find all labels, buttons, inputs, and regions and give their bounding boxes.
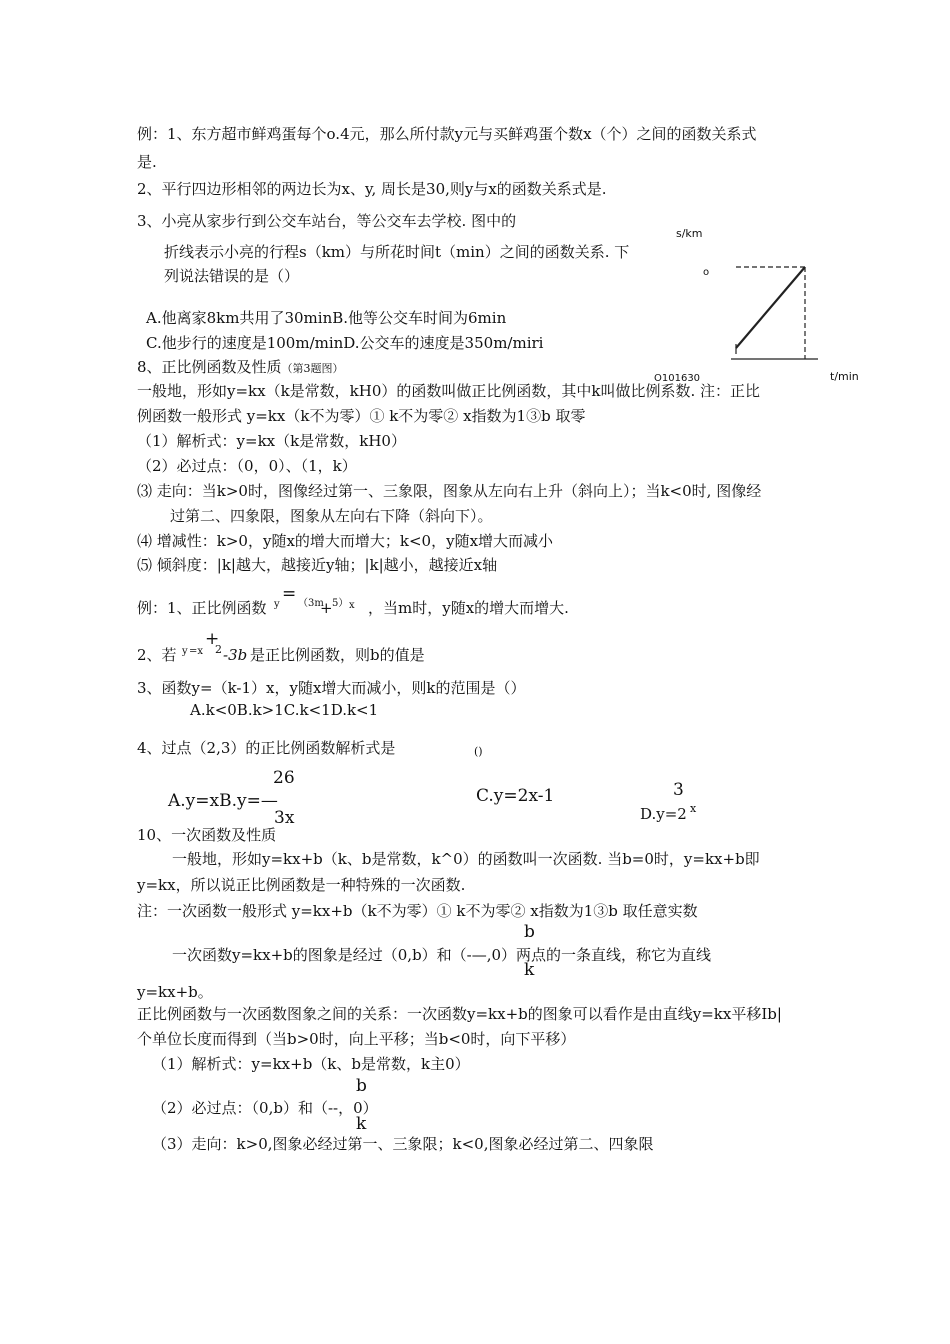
question-3-prompt: 列说法错误的是（） [164, 267, 300, 285]
example-1-line-end: 是. [137, 153, 157, 171]
fraction-b: b [524, 922, 535, 942]
option-b-numerator: 26 [273, 768, 295, 788]
example-2-plus: + [205, 629, 220, 649]
fraction-k-2: k [356, 1114, 367, 1134]
question-2: 2、平行四边形相邻的两边长为x、y, 周长是30,则y与x的函数关系式是. [137, 180, 607, 198]
example-2-text: 2、若 [137, 646, 177, 664]
example-2-eqx: =x [189, 646, 204, 657]
example-1-text: 例：1、正比例函数 [137, 599, 267, 617]
section-8-heading: 8、正比例函数及性质 [137, 358, 282, 376]
section-10-item-1: （1）解析式：y=kx+b（k、b是常数，k主0） [152, 1055, 470, 1073]
option-ab: A.y=xB.y=— [168, 791, 278, 811]
section-10-para-2: y=kx，所以说正比例函数是一种特殊的一次函数. [137, 876, 466, 894]
fraction-k: k [524, 960, 535, 980]
formula-y: y [274, 599, 280, 610]
section-8-item-3-cont: 过第二、四象限，图象从左向右下降（斜向下）。 [170, 507, 493, 525]
example-3-options: A.k<0B.k>1C.k<1D.k<1 [190, 701, 379, 719]
option-c: C.y=2x-1 [476, 786, 555, 806]
x-axis-label: t/min [830, 370, 859, 381]
distance-time-graph [726, 258, 836, 368]
point-mark: o [703, 267, 710, 278]
formula-5: 5） [332, 598, 349, 609]
section-8-item-5: ⑸ 倾斜度：|k|越大，越接近y轴；|k|越小，越接近x轴 [137, 556, 498, 574]
formula-x: x [349, 600, 355, 611]
example-2-rest: 是正比例函数，则b的值是 [250, 646, 425, 664]
section-10-relation: 正比例函数与一次函数图象之间的关系：一次函数y=kx+b的图象可以看作是由直线y=kx平移Ib| [137, 1005, 782, 1023]
example-2-exp: 2 [215, 643, 222, 656]
example-1-line: 例：1、东方超市鲜鸡蛋每个o.4元，那么所付款y元与买鲜鸡蛋个数x（个）之间的函数关系式 [137, 125, 757, 143]
section-10-line-name: y=kx+b。 [137, 983, 213, 1001]
question-3-options-cd: C.他步行的速度是100m/minD.公交车的速度是350m/miri [146, 334, 544, 352]
question-3-desc: 折线表示小亮的行程s（km）与所花时间t（min）之间的函数关系. 下 [164, 243, 630, 261]
example-4: 4、过点（2,3）的正比例函数解析式是 [137, 739, 396, 757]
question-3-options-ab: A.他离家8km共用了30minB.他等公交车时间为6min [146, 309, 507, 327]
example-2-y: y [182, 646, 188, 657]
formula-equals: = [282, 584, 297, 604]
formula-3m: （3m [298, 598, 324, 609]
y-axis-label: s/km [676, 227, 703, 240]
section-10-relation-cont: 个单位长度而得到（当b>0时，向上平移；当b<0时，向下平移） [137, 1030, 576, 1048]
example-1-condition: ，当m时，y随x的增大而增大. [368, 599, 569, 617]
section-8-item-4: ⑷ 增减性：k>0，y随x的增大而增大；k<0，y随x增大而减小 [137, 532, 554, 550]
section-8-para-1: 一般地，形如y=kx（k是常数，kH0）的函数叫做正比例函数，其中k叫做比例系数. 注：正比 [137, 382, 761, 400]
section-8-para-2: 例函数一般形式 y=kx（k不为零）① k不为零② x指数为1③b 取零 [137, 407, 586, 425]
figure-caption: （第3题图） [281, 362, 344, 375]
travel-line [736, 267, 805, 348]
option-d-numerator: 3 [673, 780, 684, 800]
example-4-blank: () [474, 745, 483, 758]
option-d-x: x [690, 802, 697, 815]
option-d: D.y=2 [640, 805, 687, 823]
section-10-para-1: 一般地，形如y=kx+b（k、b是常数，k^0）的函数叫一次函数. 当b=0时，y=kx+b即 [172, 850, 760, 868]
question-3: 3、小亮从家步行到公交车站台，等公交车去学校. 图中的 [137, 212, 517, 230]
fraction-b-2: b [356, 1076, 367, 1096]
section-10-graph-desc: 一次函数y=kx+b的图象是经过（0,b）和（-—,0）两点的一条直线，称它为直线 [172, 946, 712, 964]
section-8-item-3: ⑶ 走向：当k>0时，图像经过第一、三象限，图象从左向右上升（斜向上）；当k<0时, 图像经 [137, 482, 762, 500]
section-10-title: 10、一次函数及性质 [137, 826, 277, 844]
section-8-title [137, 357, 344, 379]
option-b-denominator: 3x [274, 808, 295, 828]
section-10-item-2: （2）必过点：（0,b）和（--，0） [152, 1099, 378, 1117]
example-3: 3、函数y=（k-1）x，y随x增大而减小，则k的范围是（） [137, 679, 526, 697]
origin-label: O101630 [654, 373, 701, 382]
formula-plus: + [320, 599, 333, 617]
section-10-note: 注：一次函数一般形式 y=kx+b（k不为零）① k不为零② x指数为1③b 取任意实数 [137, 902, 698, 920]
section-8-item-1: （1）解析式：y=kx（k是常数，kH0） [137, 432, 406, 450]
section-8-item-2: （2）必过点：（0，0）、（1，k） [137, 457, 357, 475]
section-10-item-3: （3）走向：k>0,图象必经过第一、三象限；k<0,图象必经过第二、四象限 [152, 1135, 654, 1153]
example-2-3b: -3b [223, 646, 248, 664]
